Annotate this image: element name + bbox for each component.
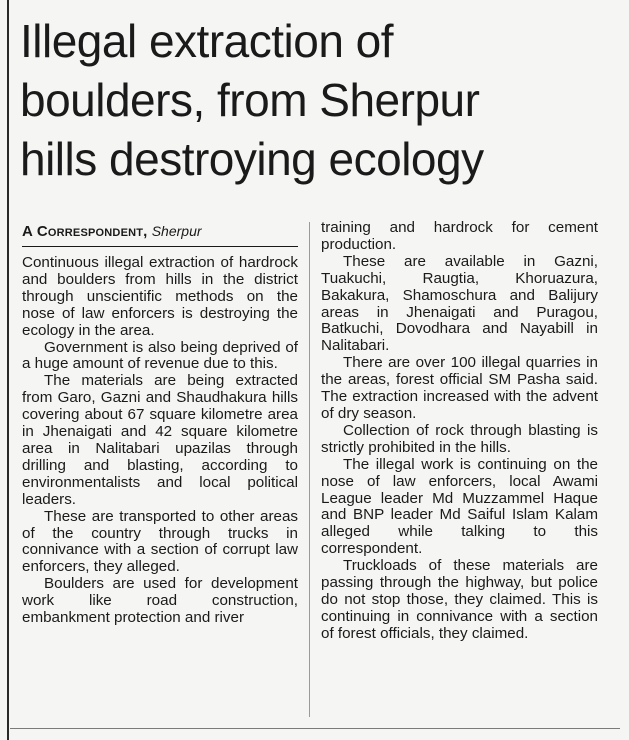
paragraph: Collection of rock through blasting is strictly prohibited in the hills.: [321, 421, 598, 456]
paragraph: Truckloads of these materials are passing through the highway, but police do not stop those, they claimed. This is continuing in connivance with a section of forest officials, they claimed.: [321, 557, 598, 642]
byline-name: A Correspondent,: [22, 223, 148, 240]
paragraph: Continuous illegal extraction of hardrock and boulders from hills in the district through unscientific methods on the nose of law enforcers is destroying the ecology in the area.: [22, 254, 298, 339]
paragraph: Boulders are used for development work like road construction, embankment protection and river: [22, 575, 298, 627]
byline-place: Sherpur: [151, 223, 202, 239]
byline: [22, 222, 298, 241]
paragraph: These are transported to other areas of the country through trucks in connivance with a section of corrupt law enforcers, they alleged.: [22, 507, 298, 576]
paragraph: Government is also being deprived of a huge amount of revenue due to this.: [22, 338, 298, 373]
headline-line-3: hills destroying ecology: [20, 133, 484, 185]
paragraph: The materials are being extracted from Garo, Gazni and Shaudhakura hills covering about 67 square kilometre area in Jhenaigati and 42 square kilometre area in Nalitabari upazilas through drilling and blasting, according to environmentalists and local political leaders.: [22, 372, 298, 508]
paragraph: These are available in Gazni, Tuakuchi, Raugtia, Khoruazura, Bakakura, Shamoschura and Balijury areas in Jhenaigati and Puragou, Batkuchi, Dovodhara and Nayabill in Nalitabari.: [321, 252, 598, 355]
column-divider: [309, 222, 310, 717]
headline-line-1: Illegal extraction of: [20, 15, 394, 67]
headline-line-2: boulders, from Sherpur: [20, 74, 480, 126]
paragraph: training and hardrock for cement production.: [321, 219, 598, 253]
article-column-right: [321, 220, 598, 643]
paragraph: There are over 100 illegal quarries in the areas, forest official SM Pasha said. The extraction increased with the advent of dry season.: [321, 354, 598, 422]
left-column-rule: [7, 0, 9, 740]
byline-divider: [22, 246, 298, 247]
paragraph: The illegal work is continuing on the nose of law enforcers, local Awami League leader Md Muzzammel Haque and BNP leader Md Saiful Islam Kalam alleged while talking to this correspondent.: [321, 455, 598, 558]
headline: [20, 12, 620, 189]
article-column-left: [22, 255, 298, 627]
bottom-rule: [10, 728, 620, 729]
